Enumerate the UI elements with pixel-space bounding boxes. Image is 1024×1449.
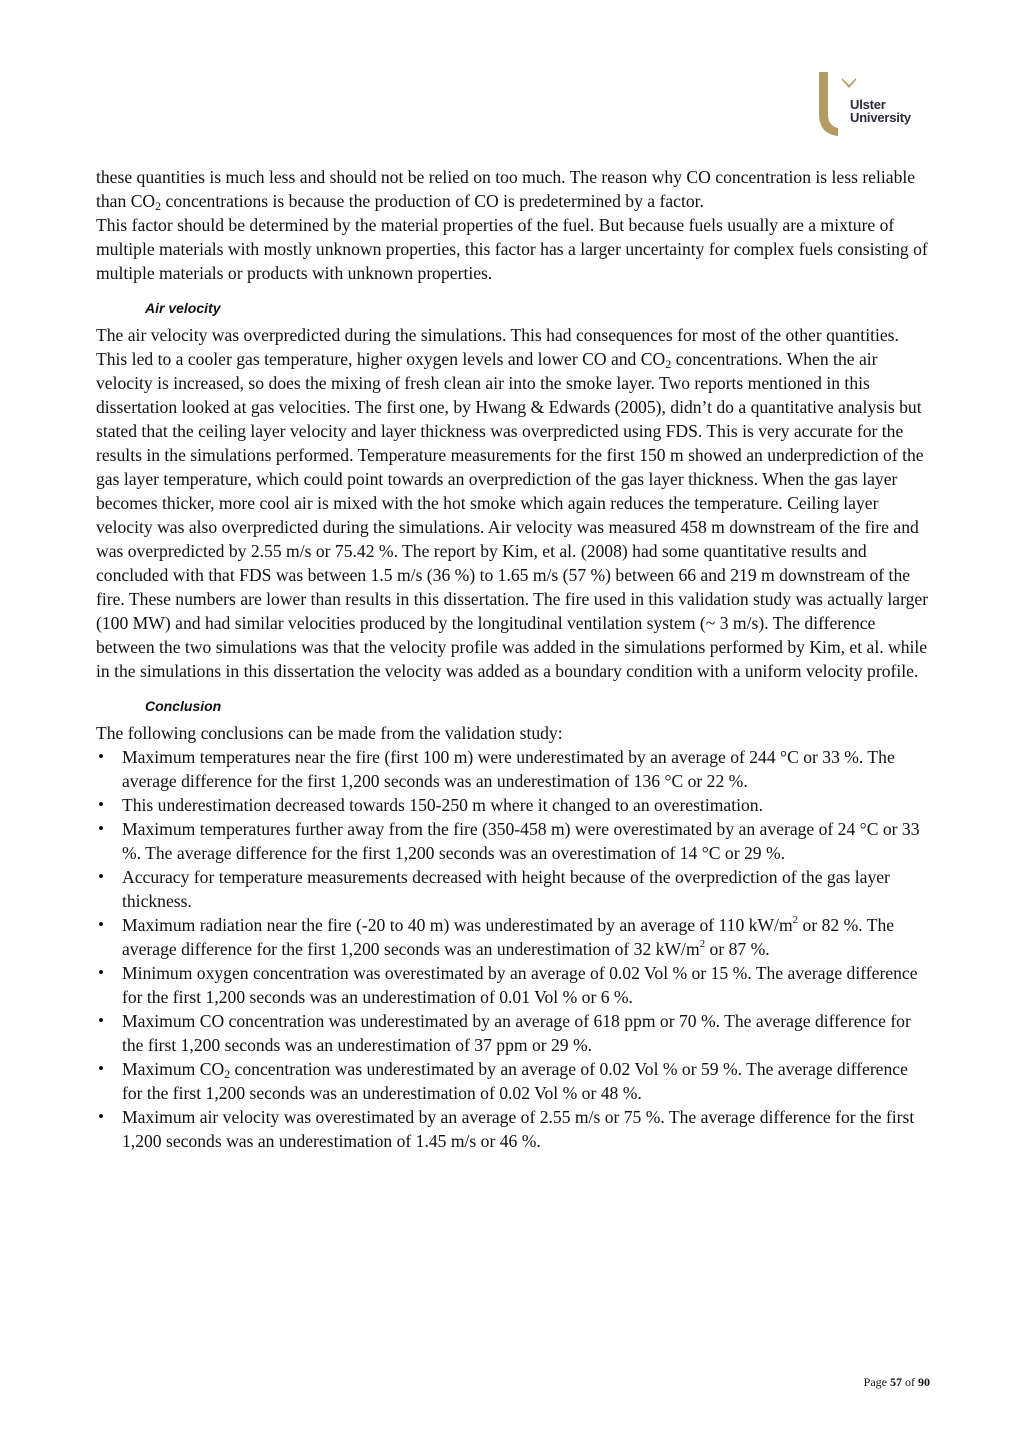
list-item	[96, 1057, 932, 1105]
page-number: 57	[890, 1375, 902, 1389]
list-item-text: Maximum CO	[122, 1059, 225, 1079]
paragraph-text: concentrations. When the air velocity is increased, so does the mixing of fresh clean air into the smoke layer. Two reports mentioned in this dissertation looked at gas velocities. The first one, by Hwang & Edwards (2005), didn’t do a quantitative analysis but stated that the ceiling layer velocity and layer thickness was overpredicted using FDS. This is very accurate for the results in the simulations performed. Temperature measurements for the first 150 m showed an underprediction of the gas layer temperature, which could point towards an overprediction of the gas layer thickness. When the gas layer becomes thicker, more cool air is mixed with the hot smoke which again reduces the temperature. Ceiling layer velocity was also overpredicted during the simulations. Air velocity was measured 458 m downstream of the fire and was overpredicted by 2.55 m/s or 75.42 %. The report by Kim, et al. (2008) had some quantitative results and concluded with that FDS was between 1.5 m/s (36 %) to 1.65 m/s (57 %) between 66 and 219 m downstream of the fire. These numbers are lower than results in this dissertation. The fire used in this validation study was actually larger (100 MW) and had similar velocities produced by the longitudinal ventilation system (~ 3 m/s). The difference between the two simulations was that the velocity profile was added in the simulations performed by Kim, et al. while in the simulations in this dissertation the velocity was added as a boundary condition with a uniform velocity profile.	[96, 349, 929, 681]
logo-word-university: University	[850, 110, 911, 125]
page-label: Page	[863, 1375, 887, 1389]
subscript-2: 2	[665, 357, 672, 371]
paragraph-text: these quantities is much less and should not be relied on too much. The reason why CO concentration is less reliable than CO	[96, 167, 916, 211]
heading-air-velocity: Air velocity	[145, 300, 221, 316]
list-item: • Maximum temperatures further away from the fire (350-458 m) were overestimated by an average of 24 °C or 33 %. The average difference for the first 1,200 seconds was an overestimation of 14 °C or 29 %.	[96, 817, 932, 865]
paragraph-text: concentrations is because the production of CO is predetermined by a factor.	[161, 191, 704, 211]
list-item: • Minimum oxygen concentration was overestimated by an average of 0.02 Vol % or 15 %. The average difference for the first 1,200 seconds was an underestimation of 0.01 Vol % or 6 %.	[96, 961, 932, 1009]
list-item-text: or 87 %.	[705, 939, 770, 959]
page-body	[96, 165, 932, 1153]
paragraph-factor: This factor should be determined by the material properties of the fuel. But because fuels usually are a mixture of multiple materials with mostly unknown properties, this factor has a larger uncertainty for complex fuels consisting of multiple materials or products with unknown properties.	[96, 215, 928, 283]
logo-word-ulster: Ulster	[850, 97, 886, 112]
conclusion-list	[96, 745, 932, 1153]
superscript-2: 2	[699, 938, 706, 950]
paragraph-text: The air velocity was overpredicted during the simulations. This had consequences for most of the other quantities. This led to a cooler gas temperature, higher oxygen levels and lower CO and CO	[96, 325, 899, 369]
page-total: 90	[918, 1375, 930, 1389]
subscript-2: 2	[155, 199, 162, 213]
list-item: • Accuracy for temperature measurements decreased with height because of the overprediction of the gas layer thickness.	[96, 865, 932, 913]
list-item	[96, 913, 932, 961]
list-item-text: concentration was underestimated by an average of 0.02 Vol % or 59 %. The average difference for the first 1,200 seconds was an underestimation of 0.02 Vol % or 48 %.	[122, 1059, 908, 1103]
list-item: • This underestimation decreased towards 150-250 m where it changed to an overestimation.	[96, 793, 932, 817]
superscript-2: 2	[792, 914, 799, 926]
list-item-text: Maximum radiation near the fire (-20 to 40 m) was underestimated by an average of 110 kW/m	[122, 915, 793, 935]
of-label: of	[905, 1375, 915, 1389]
ulster-university-logo	[816, 70, 916, 140]
page-number-footer	[760, 1375, 930, 1389]
list-item-text: or 82 %. The average difference for the first 1,200 seconds was an underestimation of 32 kW/m	[122, 915, 895, 959]
conclusion-intro: The following conclusions can be made from the validation study:	[96, 723, 563, 743]
list-item: • Maximum CO concentration was underestimated by an average of 618 ppm or 70 %. The average difference for the first 1,200 seconds was an underestimation of 37 ppm or 29 %.	[96, 1009, 932, 1057]
list-item: • Maximum temperatures near the fire (first 100 m) were underestimated by an average of 244 °C or 33 %. The average difference for the first 1,200 seconds was an underestimation of 136 °C or 22 %.	[96, 745, 932, 793]
list-item: • Maximum air velocity was overestimated by an average of 2.55 m/s or 75 %. The average difference for the first 1,200 seconds was an underestimation of 1.45 m/s or 46 %.	[96, 1105, 932, 1153]
paragraph-air-velocity	[96, 323, 932, 683]
heading-conclusion: Conclusion	[145, 698, 222, 714]
subscript-2: 2	[224, 1067, 231, 1081]
paragraph-co-reliability	[96, 165, 932, 213]
